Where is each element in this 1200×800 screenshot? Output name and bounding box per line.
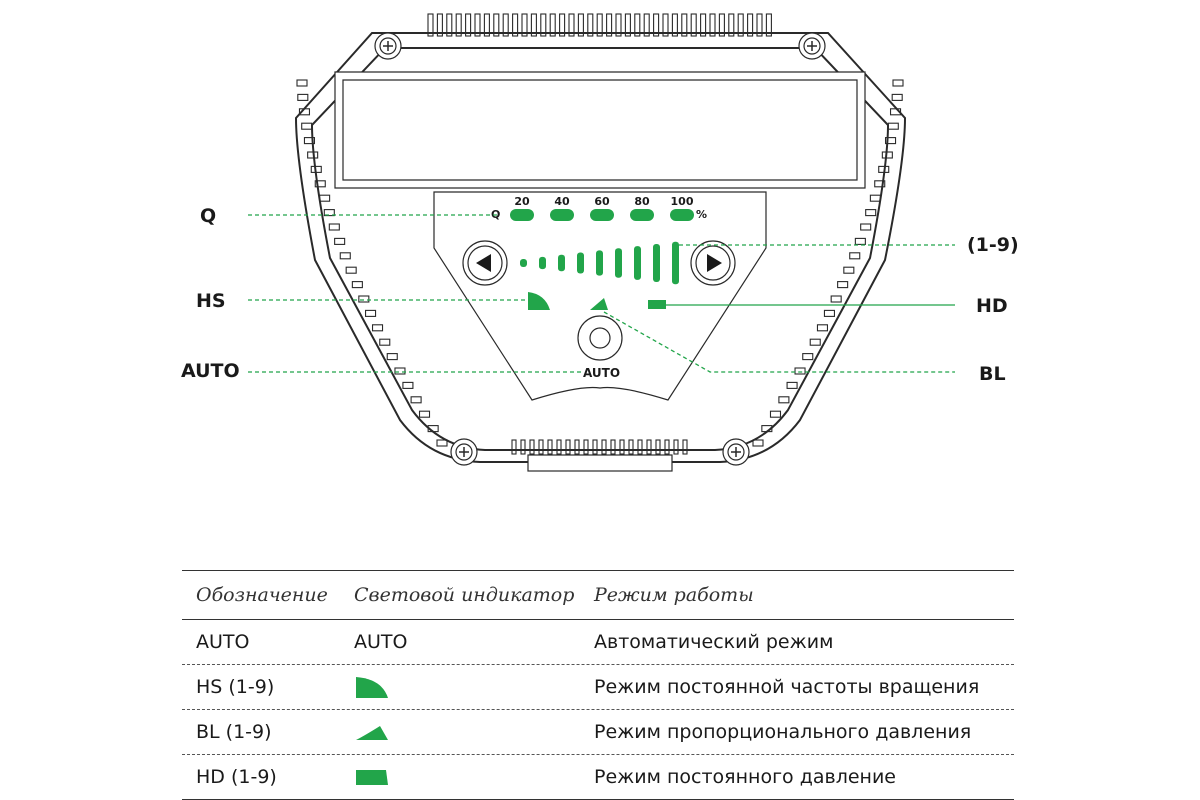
mode-legend-table — [182, 570, 1014, 800]
row-indicator — [354, 755, 390, 799]
table-row — [182, 710, 1014, 755]
level-bar — [596, 250, 603, 275]
heatsink-fin — [656, 440, 660, 454]
heatsink-fin — [888, 123, 898, 129]
percent-label: 80 — [634, 195, 650, 208]
heatsink-fin — [521, 440, 525, 454]
callout-hs: HS — [196, 290, 226, 312]
percent-label: 20 — [514, 195, 530, 208]
q-letter: Q — [491, 208, 501, 221]
heatsink-fin — [770, 411, 780, 417]
heatsink-fin — [403, 382, 413, 388]
screw-top-left — [375, 33, 401, 59]
heatsink-fin — [602, 440, 606, 454]
heatsink-fin — [753, 440, 763, 446]
percent-led — [510, 209, 534, 221]
row-indicator — [354, 665, 390, 709]
heatsink-fin — [437, 440, 447, 446]
heatsink-fin — [629, 440, 633, 454]
level-bar — [634, 246, 641, 280]
level-bar — [653, 244, 660, 282]
heatsink-fin — [892, 94, 902, 100]
heatsink-fin — [340, 253, 350, 259]
heatsink-fin — [817, 325, 827, 331]
heatsink-fin — [647, 440, 651, 454]
left-arrow-button[interactable] — [463, 241, 507, 285]
callout-hd: HD — [976, 295, 1008, 317]
row-designation: AUTO — [196, 631, 250, 653]
percent-label: 100 — [670, 195, 694, 208]
callout-q: Q — [200, 205, 217, 227]
heatsink-fin — [420, 411, 430, 417]
heatsink-fin — [329, 224, 339, 230]
heatsink-fin — [665, 440, 669, 454]
row-designation: HS (1-9) — [196, 676, 275, 698]
header-mode: Режим работы — [594, 584, 754, 606]
heatsink-fin — [411, 397, 421, 403]
heatsink-fin — [366, 310, 376, 316]
bottom-connector — [528, 455, 672, 471]
table-row — [182, 665, 1014, 710]
heatsink-fin — [387, 354, 397, 360]
screw-bottom-left — [451, 439, 477, 465]
screw-top-right — [799, 33, 825, 59]
heatsink-fin — [380, 339, 390, 345]
heatsink-fin — [855, 238, 865, 244]
heatsink-fin — [298, 94, 308, 100]
heatsink-fin — [530, 440, 534, 454]
heatsink-fin — [557, 440, 561, 454]
percent-led — [670, 209, 694, 221]
row-mode: Режим пропорционального давления — [594, 721, 972, 743]
heatsink-fin — [302, 123, 312, 129]
table-row — [182, 755, 1014, 800]
row-indicator — [354, 710, 390, 754]
level-bar — [520, 259, 527, 267]
table-header-row — [182, 570, 1014, 620]
header-indicator: Световой индикатор — [354, 584, 575, 606]
right-arrow-button[interactable] — [691, 241, 735, 285]
heatsink-fin — [866, 210, 876, 216]
heatsink-fin — [893, 80, 903, 86]
heatsink-fin — [335, 238, 345, 244]
mode-button[interactable] — [578, 316, 622, 360]
heatsink-fin — [674, 440, 678, 454]
heatsink-fin — [810, 339, 820, 345]
display-window-inner — [343, 80, 857, 180]
callout-bl: BL — [979, 363, 1006, 385]
level-bar — [558, 255, 565, 272]
heatsink-fin — [831, 296, 841, 302]
heatsink-fin — [512, 440, 516, 454]
callout-range: (1-9) — [967, 234, 1019, 256]
heatsink-fin — [795, 368, 805, 374]
heatsink-fin — [320, 195, 330, 201]
auto-panel-label: AUTO — [583, 366, 621, 380]
percent-unit: % — [696, 208, 708, 221]
heatsink-fin — [803, 354, 813, 360]
percent-led — [590, 209, 614, 221]
heatsink-fin — [611, 440, 615, 454]
percent-label: 40 — [554, 195, 570, 208]
heatsink-fin — [620, 440, 624, 454]
heatsink-fin — [824, 310, 834, 316]
heatsink-fin — [566, 440, 570, 454]
table-row — [182, 620, 1014, 665]
level-bar — [577, 253, 584, 274]
level-bar — [615, 248, 622, 278]
percent-led — [630, 209, 654, 221]
heatsink-fin — [346, 267, 356, 273]
heatsink-fin — [861, 224, 871, 230]
heatsink-fin — [359, 296, 369, 302]
row-mode: Режим постоянной частоты вращения — [594, 676, 980, 698]
heatsink-fin — [683, 440, 687, 454]
heatsink-fin — [593, 440, 597, 454]
row-designation: BL (1-9) — [196, 721, 272, 743]
heatsink-fin — [395, 368, 405, 374]
heatsink-fin — [297, 80, 307, 86]
heatsink-fin — [548, 440, 552, 454]
bl-slope-icon — [354, 720, 390, 744]
percent-label: 60 — [594, 195, 610, 208]
heatsink-fin — [787, 382, 797, 388]
row-designation: HD (1-9) — [196, 766, 277, 788]
hd-flat-icon — [354, 765, 390, 789]
heatsink-fin — [584, 440, 588, 454]
heatsink-fin — [352, 282, 362, 288]
heatsink-fin — [575, 440, 579, 454]
heatsink-fin — [870, 195, 880, 201]
level-bar — [539, 257, 546, 269]
hs-quarter-icon — [354, 675, 390, 699]
callout-auto: AUTO — [181, 360, 240, 382]
heatsink-fin — [539, 440, 543, 454]
heatsink-fin — [779, 397, 789, 403]
heatsink-fin — [838, 282, 848, 288]
heatsink-fin — [638, 440, 642, 454]
screw-bottom-right — [723, 439, 749, 465]
heatsink-fin — [844, 267, 854, 273]
row-mode: Автоматический режим — [594, 631, 834, 653]
level-bar — [672, 242, 679, 284]
row-indicator-auto: AUTO — [354, 631, 408, 653]
row-mode: Режим постоянного давление — [594, 766, 896, 788]
header-designation: Обозначение — [196, 584, 328, 606]
heatsink-fin — [850, 253, 860, 259]
bottom-heatsink-fins — [512, 440, 687, 454]
percent-led — [550, 209, 574, 221]
heatsink-fin — [373, 325, 383, 331]
